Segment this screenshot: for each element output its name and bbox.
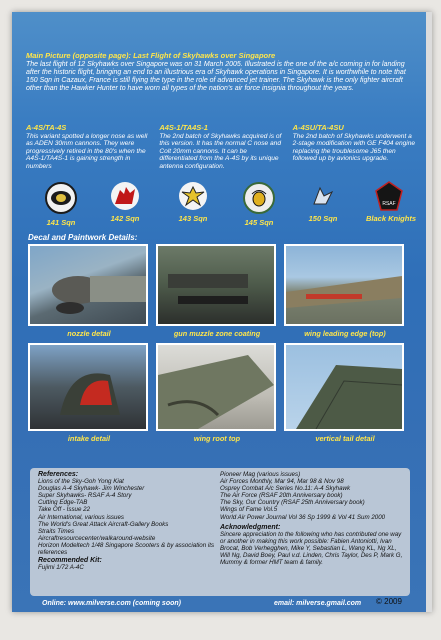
footer-email: email: milverse.gmail.com [274, 600, 362, 607]
variant-columns [26, 124, 418, 171]
reference-item: Osprey Combat A/c Series No.11: A-4 Skyhawk [220, 485, 351, 493]
photo-caption: wing root top [193, 434, 241, 443]
141-sqn-badge-icon [45, 182, 77, 214]
gun-muzzle-photo [156, 244, 276, 326]
145-sqn-hornet-icon [243, 182, 275, 214]
squadron-label: 150 Sqn [308, 214, 338, 223]
reference-item: The Sky, Our Country (RSAF 25th Anniversary book) [220, 499, 365, 507]
reference-item: Wings of Fame Vol.5 [220, 506, 278, 514]
squadron-label: 145 Sqn [244, 218, 274, 227]
squadron-badges [32, 182, 422, 232]
black-knights-badge-text: RSAF [382, 201, 396, 207]
squadron-label: 141 Sqn [46, 218, 76, 227]
page-edge [426, 12, 432, 612]
142-sqn-griffin-icon [111, 182, 139, 210]
copyright: © 2009 [376, 597, 402, 606]
kit-heading: Recommended Kit: [38, 557, 102, 565]
variant-text: The 2nd batch of Skyhawks acquired is of this version. It has the normal C nose and Colt 20mm cannons. It can be differentiated from the A-4S by its unique antenna configuration. [159, 132, 282, 170]
variant-a4s1 [159, 124, 284, 171]
acknowledgment-heading: Acknowledgment: [220, 523, 281, 531]
black-knights-badge-icon [375, 182, 403, 210]
reference-item: The Air Force (RSAF 20th Anniversary book) [220, 492, 343, 500]
wing-root-top-photo [156, 343, 276, 431]
variant-a4s [26, 124, 151, 171]
squadron-141 [38, 182, 84, 227]
squadron-145 [236, 182, 282, 227]
squadron-label: 143 Sqn [178, 214, 208, 223]
reference-item: Air Forces Monthly, Mar 94, Mar 98 & Nov 98 [220, 478, 344, 486]
reference-item: Take Off - Issue 22 [38, 506, 91, 514]
variant-title: A4S-1/TA4S-1 [159, 123, 208, 132]
nozzle-detail-photo [28, 244, 148, 326]
intake-detail-photo [28, 343, 148, 431]
reference-item: Pioneer Mag (various issues) [220, 471, 301, 478]
variant-text: The 2nd batch of Skyhawks underwent a 2-stage modification with GE F404 engine replacing the troublesome J65 then followed up by avionics upgrade. [292, 132, 416, 163]
variant-title: A-4S/TA-4S [26, 123, 67, 132]
references-left [38, 471, 216, 571]
variant-a4su [293, 124, 418, 171]
photo-caption: gun muzzle zone coating [173, 329, 261, 338]
reference-item: Douglas A-4 Skyhawk- Jim Winchester [38, 485, 145, 493]
reference-item: Air International, various issues [38, 513, 124, 521]
143-sqn-eagle-icon [179, 182, 207, 210]
photo-caption: wing leading edge (top) [304, 329, 386, 338]
main-picture-body: The last flight of 12 Skyhawks over Singapore was on 31 March 2005. Illustrated is the one of the a/c coming in for landing after the historic flight, bringing an end to an illustrious era of Skyhawk operations in Singapore. It is worthwhile to note that 150 Sqn in Cazaux, France is still flying the type in the role of advanced jet trainer. The Skyhawk is the only fighter aircraft other than the Hawker Hunter to have worn all types of the nation's air force insignia throughout the years. [26, 61, 406, 92]
reference-item: World Air Power Journal Vol 36 Sp 1999 & Vol 41 Sum 2000 [220, 513, 386, 521]
photo-caption: vertical tail detail [315, 434, 375, 443]
references-right [220, 471, 404, 566]
main-picture-caption [26, 52, 416, 93]
reference-item: Aircraftresourcecenter/walkaround-website [38, 534, 156, 542]
acknowledgment-text: Sincere appreciation to the following who has contributed one way or another in making this work possible: Fabien Antoniotti, Ivan Brocat, Bob Verhegghen, Mike Y, Sebastian L, Wang KL, Ng XL, Will Ng, David Boey, Paul v.d. Linden, Chris Taylor, Des P, Mark G, Mummy & former HMT team & family. [220, 530, 403, 567]
squadron-143 [170, 182, 216, 223]
reference-item: Horizon Modeltech 1/48 Singapore Scooters & by association its references [38, 541, 215, 557]
booklet-page [12, 12, 432, 612]
squadron-label: Black Knights [366, 214, 417, 223]
reference-item: Lions of the Sky-Goh Yong Kiat [38, 478, 124, 486]
references-heading: References: [38, 471, 79, 478]
squadron-label: 142 Sqn [110, 214, 140, 223]
reference-item: Straits Times [38, 527, 75, 535]
photo-caption: nozzle detail [67, 329, 111, 338]
reference-item: Cutting Edge-TAB [38, 499, 88, 507]
reference-item: The World's Great Attack Aircraft-Gallery Books [38, 520, 169, 528]
wing-leading-edge-photo [284, 244, 404, 326]
150-sqn-bird-icon [309, 182, 337, 210]
references-box [30, 468, 410, 596]
photo-caption: intake detail [67, 434, 111, 443]
reference-item: Super Skyhawks- RSAF A-4 Story [38, 492, 132, 500]
decal-heading: Decal and Paintwork Details: [28, 233, 138, 242]
squadron-black-knights [366, 182, 417, 223]
variant-title: A-4SU/TA-4SU [292, 123, 344, 132]
vertical-tail-photo [284, 343, 404, 431]
footer-online: Online: www.milverse.com (coming soon) [42, 600, 181, 607]
variant-text: This variant spotted a longer nose as well as ADEN 30mm cannons. They were progressively retired in the 80's when the A4S-1/TA4S-1 is gaining strength in numbers [26, 132, 148, 170]
main-picture-title: Main Picture (opposite page): Last Flight of Skyhawks over Singapore [26, 51, 276, 60]
kit-name: Fujimi 1/72 A-4C [38, 564, 84, 572]
squadron-150 [300, 182, 346, 223]
squadron-142 [102, 182, 148, 223]
